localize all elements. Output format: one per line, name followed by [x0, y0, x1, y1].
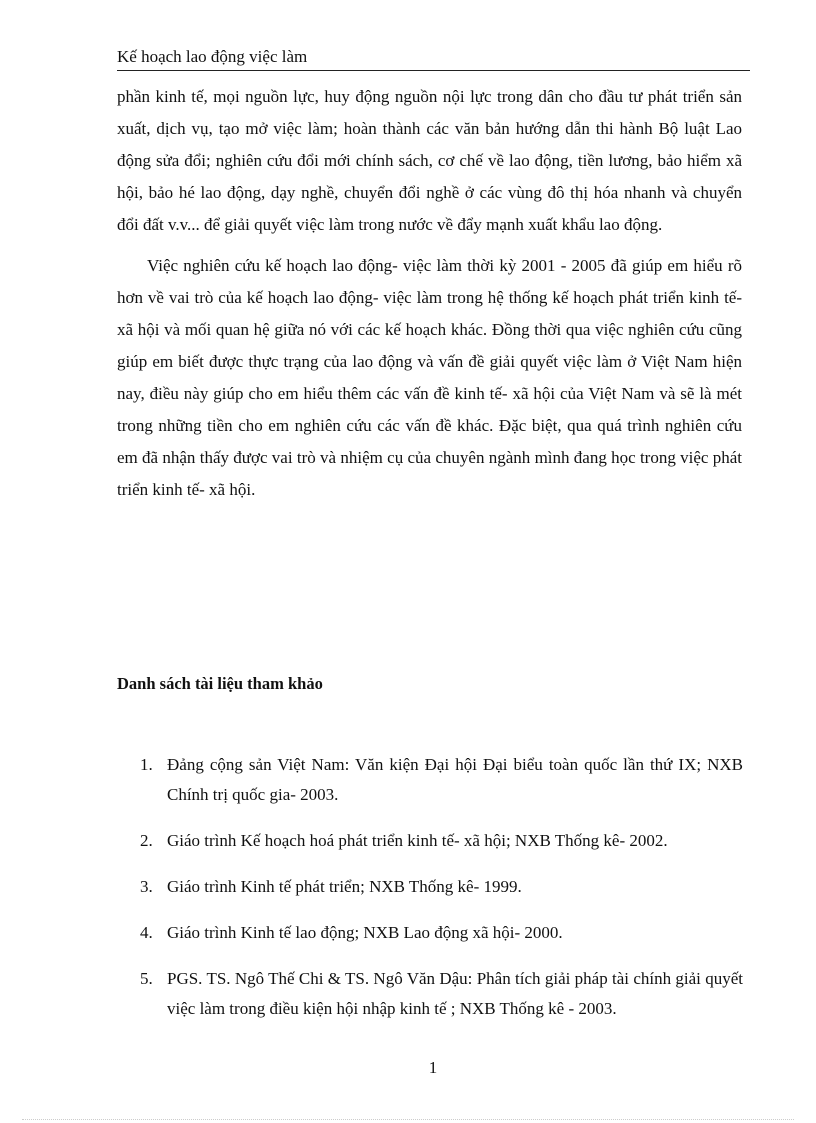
references-title: Danh sách tài liệu tham khảo: [117, 674, 323, 693]
reference-text: PGS. TS. Ngô Thế Chi & TS. Ngô Văn Dậu: Phân tích giải pháp tài chính giải quyết việc làm trong điều kiện hội nhập kinh tế ; NXB Thống kê - 2003.: [167, 969, 743, 1018]
references-list: [140, 750, 743, 1040]
reference-number: 2.: [140, 831, 153, 850]
page-bottom-divider: [22, 1119, 794, 1120]
page-header: Kế hoạch lao động việc làm: [117, 46, 750, 71]
reference-text: Giáo trình Kế hoạch hoá phát triển kinh tế- xã hội; NXB Thống kê- 2002.: [167, 831, 668, 850]
paragraph-2: Việc nghiên cứu kế hoạch lao động- việc làm thời kỳ 2001 - 2005 đã giúp em hiểu rõ hơn về vai trò của kế hoạch lao động- việc làm trong hệ thống kế hoạch phát triển kinh tế- xã hội và mối quan hệ giữa nó với các kế hoạch khác. Đồng thời qua việc nghiên cứu cũng giúp em biết được thực trạng của lao động và vấn đề giải quyết việc làm ở Việt Nam hiện nay, điều này giúp cho em hiểu thêm các vấn đề kinh tế- xã hội của Việt Nam và sẽ là mét trong những tiền cho em nghiên cứu các vấn đề khác. Đặc biệt, qua quá trình nghiên cứu em đã nhận thấy được vai trò và nhiệm cụ của chuyên ngành mình đang học trong việc phát triển kinh tế- xã hội.: [117, 256, 742, 499]
reference-item: [140, 750, 743, 810]
reference-text: Đảng cộng sản Việt Nam: Văn kiện Đại hội Đại biểu toàn quốc lần thứ IX; NXB Chính trị quốc gia- 2003.: [167, 755, 743, 804]
body-text: [117, 81, 742, 506]
reference-number: 5.: [140, 969, 153, 988]
reference-number: 4.: [140, 923, 153, 942]
reference-text: Giáo trình Kinh tế phát triển; NXB Thống kê- 1999.: [167, 877, 522, 896]
reference-item: [140, 872, 743, 902]
reference-item: [140, 826, 743, 856]
reference-text: Giáo trình Kinh tế lao động; NXB Lao động xã hội- 2000.: [167, 923, 563, 942]
reference-item: [140, 964, 743, 1024]
reference-number: 1.: [140, 755, 153, 774]
reference-item: [140, 918, 743, 948]
reference-number: 3.: [140, 877, 153, 896]
paragraph-1: phần kinh tế, mọi nguồn lực, huy động nguồn nội lực trong dân cho đầu tư phát triển sản xuất, dịch vụ, tạo mở việc làm; hoàn thành các văn bản hướng dẫn thi hành Bộ luật Lao động sửa đổi; nghiên cứu đổi mới chính sách, cơ chế về lao động, tiền lương, bảo hiểm xã hội, bảo hé lao động, dạy nghề, chuyển đổi nghề ở các vùng đô thị hóa nhanh và chuyển đổi đất v.v... để giải quyết việc làm trong nước về đẩy mạnh xuất khẩu lao động.: [117, 87, 742, 234]
page-number: 1: [428, 1058, 438, 1077]
